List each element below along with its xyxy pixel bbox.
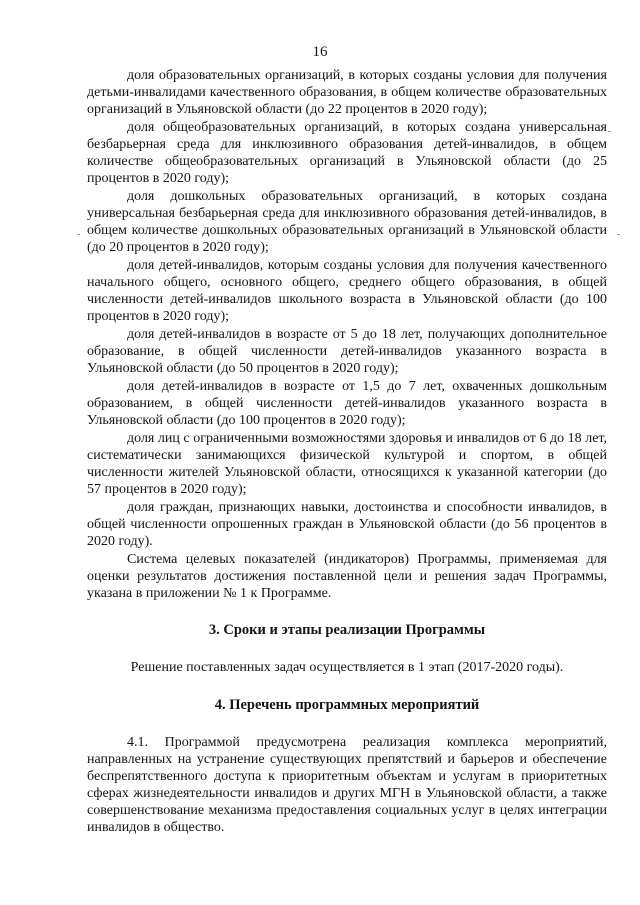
indicator-paragraph: доля детей-инвалидов, которым созданы условия для получения качественного начального общего, основного общего, среднего общего образования, в общей численности детей-инвалидов школьного возраста в Ульяновской области (до 100 процентов в 2020 году);	[87, 258, 607, 324]
indicator-paragraph: доля детей-инвалидов в возрасте от 1,5 до 7 лет, охваченных дошкольным образованием, в общей численности детей-инвалидов указанного возраста в Ульяновской области (до 100 процентов в 2020 году);	[87, 379, 607, 428]
scan-speck	[608, 131, 611, 132]
spacer	[87, 676, 607, 697]
spacer	[87, 602, 607, 622]
indicator-paragraph: доля дошкольных образовательных организаций, в которых создана универсальная безбарьерная среда для инклюзивного образования детей-инвалидов, в общем количестве дошкольных образовательных организаций в Ульяновской области (до 20 процентов в 2020 году);	[87, 189, 607, 255]
section-4-paragraph: 4.1. Программой предусмотрена реализация комплекса мероприятий, направленных на устранение существующих препятствий и барьеров и обеспечение беспрепятственного доступа к приоритетным объектам и услугам в приоритетных сферах жизнедеятельности инвалидов и других МГН в Ульяновской области, а также совершенствование механизма предоставления социальных услуг в целях интеграции инвалидов в общество.	[87, 735, 607, 835]
indicator-paragraph: доля общеобразовательных организаций, в которых создана универсальная безбарьерная среда для инклюзивного образования детей-инвалидов, в общем количестве общеобразовательных организаций в Ульяновской области (до 25 процентов в 2020 году);	[87, 120, 607, 186]
page-body	[87, 67, 607, 836]
section-4-heading: 4. Перечень программных мероприятий	[214, 697, 480, 713]
indicator-paragraph: доля граждан, признающих навыки, достоинства и способности инвалидов, в общей численности опрошенных граждан в Ульяновской области (до 56 процентов в 2020 году).	[87, 500, 607, 549]
section-3-heading: 3. Сроки и этапы реализации Программы	[208, 622, 486, 638]
scan-speck	[77, 234, 80, 235]
indicator-paragraph: доля детей-инвалидов в возрасте от 5 до 18 лет, получающих дополнительное образование, в общей численности детей-инвалидов указанного возраста в Ульяновской области (до 50 процентов в 2020 году);	[87, 327, 607, 376]
spacer	[87, 714, 607, 734]
scan-speck	[617, 234, 620, 235]
indicator-paragraph: доля лиц с ограниченными возможностями здоровья и инвалидов от 6 до 18 лет, систематически занимающихся физической культурой и спортом, в общей численности жителей Ульяновской области, относящихся к указанной категории (до 57 процентов в 2020 году);	[87, 431, 607, 497]
indicator-paragraph: доля образовательных организаций, в которых созданы условия для получения детьми-инвалидами качественного образования, в общем количестве образовательных организаций в Ульяновской области (до 22 процентов в 2020 году);	[87, 68, 607, 117]
section-3-text: Решение поставленных задач осуществляется в 1 этап (2017-2020 годы).	[130, 660, 564, 675]
indicators-reference-paragraph: Система целевых показателей (индикаторов) Программы, применяемая для оценки результатов достижения поставленной цели и решения задач Программы, указана в приложении № 1 к Программе.	[87, 552, 607, 601]
page-number: 16	[312, 44, 328, 60]
spacer	[87, 639, 607, 659]
